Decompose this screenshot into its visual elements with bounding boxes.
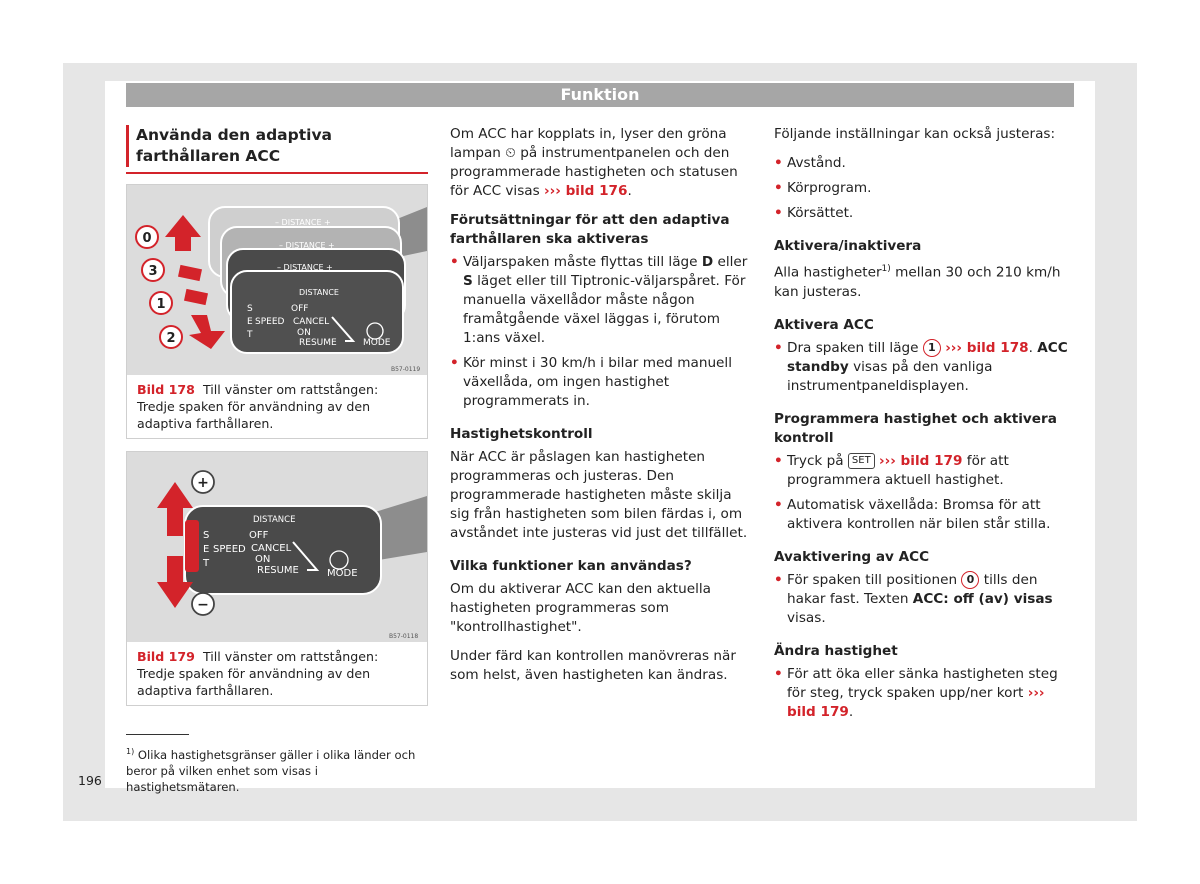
lever-speed-text-179: SPEED (213, 544, 246, 555)
lever-tip-marker (185, 520, 199, 572)
lever-distance-text: DISTANCE (299, 288, 339, 297)
lever-t-text-179: T (203, 558, 210, 569)
column-right (774, 125, 1074, 728)
column-middle (450, 125, 750, 695)
acc-intro-paragraph: Om ACC har kopplats in, lyser den gröna lampan ⏲ på instrumentpanelen och den programmerade hastigheten och statusen för ACC visas ››› bild 176. (450, 126, 738, 199)
lever-off-text-179: OFF (249, 530, 269, 541)
activate-paragraph: Alla hastigheter$^{1)}$ mellan 30 och 210 km/h kan justeras. (774, 264, 1061, 300)
heading-speed-control: Hastighetskontroll (450, 426, 593, 442)
lever-t-text: T (247, 330, 253, 340)
heading-program-speed: Programmera hastighet och aktivera kontroll (774, 410, 1057, 446)
footnote-divider (126, 734, 189, 735)
svg-text:0: 0 (142, 231, 152, 246)
heading-change-speed: Ändra hastighet (774, 642, 898, 659)
lever-e-text-179: E (203, 544, 210, 555)
lever-positions-illustration (127, 185, 427, 375)
figure-178-caption (127, 375, 427, 438)
lever-resume-text: RESUME (299, 338, 337, 348)
set-key-symbol: SET (848, 453, 875, 469)
list-item: • Körsättet. (774, 204, 1074, 223)
bullet-automatic-gearbox: • Automatisk växellåda: Bromsa för att aktivera kontrollen när bilen står stilla. (774, 496, 1074, 534)
figure-179 (126, 451, 428, 706)
figure-179-caption-text: Till vänster om rattstången: Tredje spaken för användning av den adaptiva farthållaren. (137, 649, 379, 698)
footnote-marker: 1) (881, 264, 891, 274)
speed-control-paragraph: När ACC är påslagen kan hastigheten programmeras och justeras. Den programmerade hastigheten måste skilja sig från hastigheten som bilen färdas i, om avståndet inte justeras vid just det tillfället. (450, 449, 748, 541)
footnote-text: Olika hastighetsgränser gäller i olika länder och beror på vilken enhet som visas i hastighetsmätaren. (126, 747, 416, 794)
page-number: 196 (78, 773, 102, 788)
lever-mode-text: MODE (363, 338, 391, 348)
lever-1-label: – DISTANCE + (277, 263, 333, 272)
lever-on-text: ON (297, 328, 311, 338)
lever-up-down-illustration (127, 452, 427, 642)
lever-off-text: OFF (291, 304, 309, 314)
page-frame-left (63, 63, 105, 821)
lever-s-text: S (247, 304, 253, 314)
lever-0-label: – DISTANCE + (275, 218, 331, 227)
ref-bild-179-change[interactable]: ››› bild 179 (787, 684, 1045, 720)
adjustable-settings-intro: Följande inställningar kan också justeras: (774, 126, 1056, 142)
position-2-badge (160, 326, 182, 348)
which-functions-paragraph: Om du aktiverar ACC kan den aktuella hastigheten programmeras som "kontrollhastighet". (450, 581, 711, 635)
heading-which-functions: Vilka funktioner kan användas? (450, 558, 692, 574)
lever-on-text-179: ON (255, 554, 271, 565)
ref-bild-178[interactable]: ››› bild 178 (945, 339, 1029, 356)
figure-178 (126, 184, 428, 439)
svg-text:1: 1 (156, 297, 166, 312)
figure-179-image (127, 452, 427, 642)
lever-resume-text-179: RESUME (257, 565, 299, 576)
svg-text:3: 3 (148, 264, 158, 279)
ref-bild-176[interactable]: ››› bild 176 (544, 183, 628, 199)
lever-s-text-179: S (203, 530, 210, 541)
lever-cancel-text-179: CANCEL (251, 543, 292, 554)
bullet-change-speed: • För att öka eller sänka hastigheten steg för steg, tryck spaken upp/ner kort ››› bild 179. (774, 665, 1074, 722)
list-item: • Körprogram. (774, 179, 1074, 198)
page-title: Använda den adaptiva farthållaren ACC (126, 125, 438, 167)
page-frame-right (1095, 63, 1137, 821)
position-0-badge (136, 226, 158, 248)
figure-179-label: Bild 179 (137, 649, 195, 664)
svg-text:+: + (197, 475, 209, 491)
lever-speed-text: SPEED (255, 317, 285, 327)
acc-lamp-icon: ⏲ (505, 145, 516, 161)
figure-178-code: B57-0119 (391, 366, 421, 373)
figure-178-image (127, 185, 427, 375)
ref-bild-179[interactable]: ››› bild 179 (879, 452, 963, 469)
figure-178-label: Bild 178 (137, 382, 195, 397)
figure-179-code: B57-0118 (389, 633, 419, 640)
section-header: Funktion (126, 83, 1074, 107)
minus-badge (192, 593, 214, 615)
bullet-press-set: • Tryck på SET ››› bild 179 för att programmera aktuell hastighet. (774, 452, 1074, 490)
bullet-selector-lever: • Väljarspaken måste flyttas till läge D eller S läget eller till Tiptronic-väljarspåret. För manuella växellådor måste någon framåtgående växel läggas i, förutom 1:ans växel. (450, 253, 750, 348)
bullet-deactivate-acc: • För spaken till positionen 0 tills den hakar fast. Texten ACC: off (av) visas visas. (774, 571, 1074, 628)
figure-179-caption (127, 642, 427, 705)
list-item: • Avstånd. (774, 154, 1074, 173)
svg-text:−: − (197, 597, 209, 613)
position-3-badge (142, 259, 164, 281)
heading-deactivate-acc: Avaktivering av ACC (774, 548, 930, 565)
figure-178-caption-text: Till vänster om rattstången: Tredje spaken för användning av den adaptiva farthållaren. (137, 382, 379, 431)
heading-activate-deactivate: Aktivera/inaktivera (774, 238, 922, 254)
title-underline (126, 172, 428, 174)
bullet-activate-acc: • Dra spaken till läge 1 ››› bild 178. ACC standby visas på den vanliga instrumentpaneldisplayen. (774, 339, 1074, 396)
lever-mode-text-179: MODE (327, 568, 358, 579)
plus-badge (192, 471, 214, 493)
position-1-symbol: 1 (923, 339, 941, 357)
position-0-symbol: 0 (961, 571, 979, 589)
footnote-mark: 1) (126, 747, 135, 756)
heading-activate-acc: Aktivera ACC (774, 316, 874, 333)
svg-text:2: 2 (166, 331, 176, 346)
lever-cancel-text: CANCEL (293, 317, 330, 327)
page-frame-top (63, 63, 1137, 81)
position-1-badge (150, 292, 172, 314)
lever-e-text: E (247, 317, 253, 327)
lever-distance-text-179: DISTANCE (253, 515, 296, 525)
during-drive-paragraph: Under färd kan kontrollen manövreras när som helst, även hastigheten kan ändras. (450, 648, 736, 683)
bullet-min-speed: • Kör minst i 30 km/h i bilar med manuell växellåda, om ingen hastighet programmerats in. (450, 354, 750, 411)
heading-prerequisites: Förutsättningar för att den adaptiva farthållaren ska aktiveras (450, 212, 730, 247)
footnote (126, 744, 431, 795)
lever-3-label: – DISTANCE + (279, 241, 335, 250)
